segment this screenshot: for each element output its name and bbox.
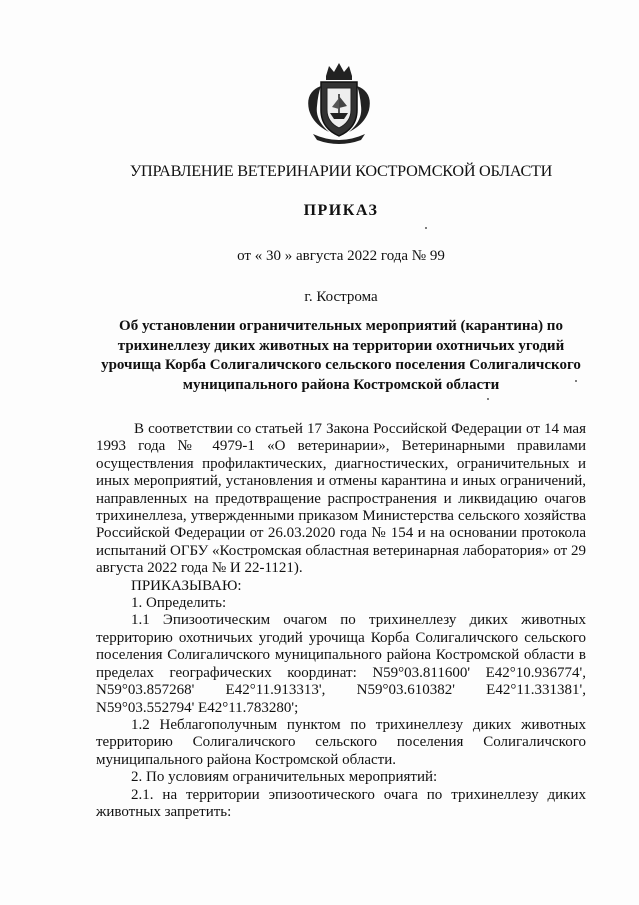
scan-speck	[575, 380, 577, 382]
item-1: 1. Определить:	[131, 595, 227, 612]
item-1-2: 1.2 Неблагополучным пунктом по трихинеллезу диких животных территорию Солигаличского сельского поселения Солигаличского муниципального района Костромской области.	[96, 716, 586, 768]
document-city: г. Кострома	[304, 289, 378, 305]
preamble-paragraph: В соответствии со статьей 17 Закона Российской Федерации от 14 мая 1993 года № 4979-1 «О ветеринарии», Ветеринарными правилами осуществления профилактических, диагностических, ограничительных и иных мероприятий, установления и отмены карантина и иных ограничений, направленных на предотвращение распространения и ликвидацию очагов трихинеллеза, утвержденными приказом Министерства сельского хозяйства Российской Федерации от 26.03.2020 года № 154 и на основании протокола испытаний ОГБУ «Костромская областная ветеринарная лаборатория» от 29 августа 2022 года № И 22-1121).	[96, 421, 586, 577]
document-body	[96, 421, 586, 821]
organization-name: УПРАВЛЕНИЕ ВЕТЕРИНАРИИ КОСТРОМСКОЙ ОБЛАСТИ	[129, 162, 553, 180]
order-word: ПРИКАЗЫВАЮ:	[131, 577, 242, 594]
item-2: 2. По условиям ограничительных мероприятий:	[131, 769, 438, 786]
document-date: от « 30 » августа 2022 года № 99	[237, 248, 445, 264]
subject-line: трихинеллезу диких животных на территории охотничьих угодий	[117, 337, 565, 354]
item-2-1: 2.1. на территории эпизоотического очага по трихинеллезу диких животных запретить:	[96, 786, 586, 820]
coat-of-arms-icon	[299, 58, 379, 144]
subject-line: муниципального района Костромской области	[182, 376, 500, 393]
subject-line: Об установлении ограничительных мероприятий (карантина) по	[119, 318, 563, 334]
subject-line: урочища Корба Солигаличского сельского поселения Солигаличского	[101, 357, 581, 374]
document-type: ПРИКАЗ	[303, 202, 379, 219]
scan-speck	[487, 398, 489, 400]
document-subject	[96, 317, 586, 395]
scan-speck	[425, 227, 427, 229]
item-1-1: 1.1 Эпизоотическим очагом по трихинеллезу диких животных территорию охотничьих угодий урочища Корба Солигаличского сельского поселения Солигаличского муниципального района Костромской области в пределах географических координат: N59°03.811600' E42°10.936774', N59°03.857268' E42°11.913313', N59°03.610382' E42°11.331381', N59°03.552794' E42°11.783280';	[96, 612, 586, 716]
